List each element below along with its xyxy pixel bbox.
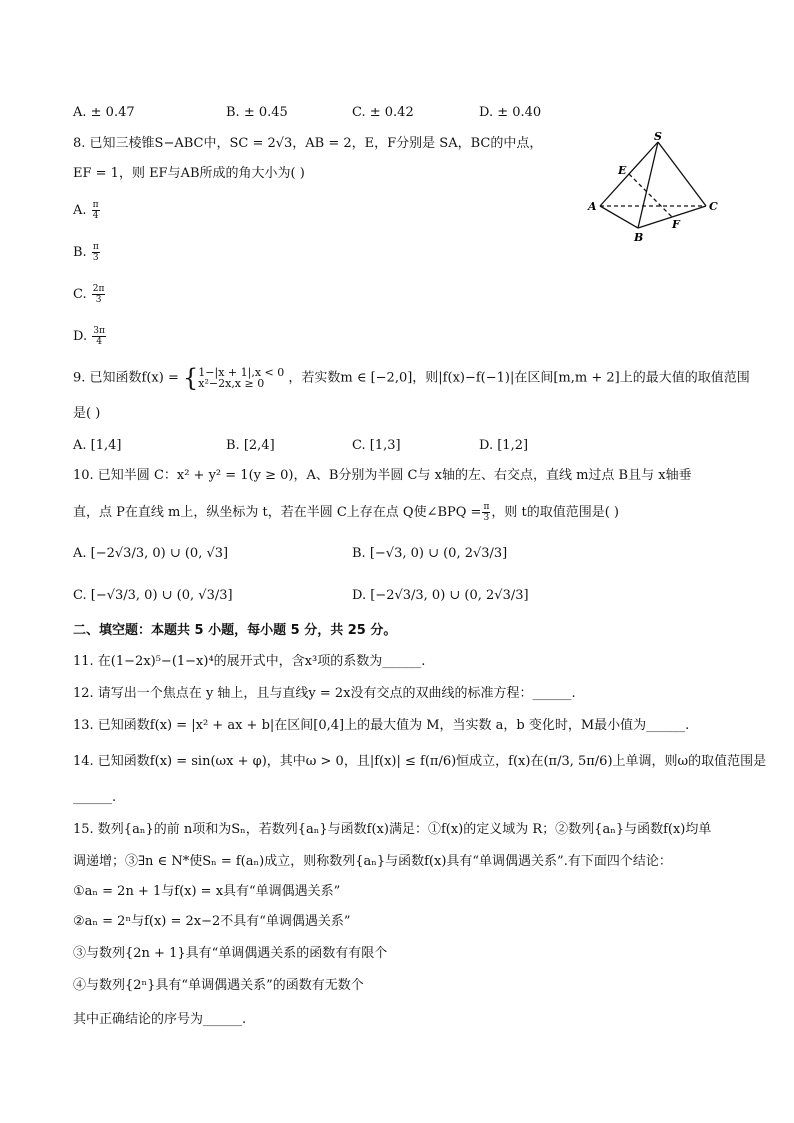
q10-angle-den: 3	[483, 513, 490, 523]
q8-option-a-fraction	[92, 200, 100, 221]
q14-stem-line1: 14. 已知函数f(x) = sin(ωx + φ)，其中ω > 0，且|f(x)| ≤ f(π/6)恒成立，f(x)在(π/3, 5π/6)上单调，则ω的取值范围是	[73, 754, 767, 769]
q9-option-a: A. [1,4]	[73, 438, 122, 453]
pyramid-figure	[580, 128, 730, 248]
q9-option-c: C. [1,3]	[352, 438, 401, 453]
q15-conclusion: 其中正确结论的序号为______.	[73, 1012, 247, 1027]
segment-ef-hidden	[629, 174, 672, 217]
q9-stem-line1	[73, 366, 750, 391]
q10-option-a: A. [−2√3/3, 0) ∪ (0, √3]	[73, 546, 229, 561]
q10-angle-num: π	[483, 502, 490, 512]
q8-option-c-prefix: C.	[73, 287, 87, 302]
q7-option-b: B. ± 0.45	[226, 105, 288, 120]
q8-option-d-num: 3π	[93, 326, 105, 336]
piecewise-cases	[198, 367, 284, 389]
q10-angle-fraction	[482, 502, 490, 523]
vertex-label-s: S	[654, 130, 662, 143]
q7-option-c: C. ± 0.42	[352, 105, 414, 120]
q10-option-b: B. [−√3, 0) ∪ (0, 2√3/3]	[352, 546, 508, 561]
q10-stem-post: ，则 t的取值范围是( )	[491, 505, 620, 520]
q15-statement-4: ④与数列{2ⁿ}具有“单调偶遇关系”的函数有无数个	[73, 978, 364, 993]
q10-option-c: C. [−√3/3, 0) ∪ (0, √3/3]	[73, 588, 233, 603]
q15-statement-1: ①aₙ = 2n + 1与f(x) = x具有“单调偶遇关系”	[73, 884, 341, 899]
q8-option-d-den: 4	[96, 337, 102, 347]
vertex-label-a: A	[588, 200, 597, 213]
q13-stem: 13. 已知函数f(x) = |x² + ax + b|在区间[0,4]上的最大值为 M，当实数 a，b 变化时，M最小值为______.	[73, 718, 690, 733]
q15-statement-3: ③与数列{2n + 1}具有“单调偶遇关系的函数有有限个	[73, 946, 388, 961]
q10-option-d: D. [−2√3/3, 0) ∪ (0, 2√3/3]	[352, 588, 529, 603]
edge-ab	[600, 206, 638, 228]
edge-sc	[658, 142, 706, 206]
point-label-e: E	[618, 164, 627, 177]
q8-option-a-den: 4	[92, 211, 99, 221]
q9-case1: 1−|x + 1|,x < 0	[198, 366, 285, 379]
q8-option-d-fraction	[92, 326, 106, 347]
q9-option-b: B. [2,4]	[226, 438, 275, 453]
q8-stem-line1: 8. 已知三棱锥S−ABC中，SC = 2√3，AB = 2，E，F分别是 SA，BC的中点，	[73, 136, 543, 151]
q8-option-b-fraction	[92, 242, 100, 263]
q8-option-a	[73, 200, 101, 221]
q9-case2: x²−2x,x ≥ 0	[198, 377, 265, 390]
piecewise-brace: {	[183, 364, 199, 392]
q8-option-b-den: 3	[92, 253, 99, 263]
q15-stem-line1: 15. 数列{aₙ}的前 n项和为Sₙ，若数列{aₙ}与函数f(x)满足：①f(x)的定义域为 R；②数列{aₙ}与函数f(x)均单	[73, 822, 712, 837]
q8-option-b-num: π	[92, 242, 99, 252]
q9-prefix: 9. 已知函数f(x) =	[73, 370, 179, 386]
q12-stem: 12. 请写出一个焦点在 y 轴上，且与直线y = 2x没有交点的双曲线的标准方程：______.	[73, 686, 576, 701]
q8-option-b-prefix: B.	[73, 245, 87, 260]
vertex-label-c: C	[709, 200, 718, 213]
q14-stem-line2: ______.	[73, 790, 117, 805]
edge-sb	[638, 142, 658, 228]
q8-option-a-prefix: A.	[73, 203, 87, 218]
q15-stem-line2: 调递增；③∃n ∈ N*使Sₙ = f(aₙ)成立，则称数列{aₙ}与函数f(x)具有“单调偶遇关系”.有下面四个结论：	[73, 854, 672, 869]
q8-option-b	[73, 242, 101, 263]
q10-stem-line2	[73, 502, 619, 523]
section-heading-fill-in: 二、填空题：本题共 5 小题，每小题 5 分，共 25 分。	[73, 623, 397, 638]
q8-stem-line2: EF = 1，则 EF与AB所成的角大小为( )	[73, 166, 305, 181]
q8-option-c-num: 2π	[92, 284, 105, 294]
q7-option-a: A. ± 0.47	[73, 105, 135, 120]
q8-option-d-prefix: D.	[73, 329, 88, 344]
vertex-label-b: B	[634, 231, 644, 244]
q9-stem-line2: 是( )	[73, 406, 101, 421]
q9-suffix: ，若实数m ∈ [−2,0]，则|f(x)−f(−1)|在区间[m,m + 2]上的最大值的取值范围	[288, 370, 750, 386]
q10-stem-line1: 10. 已知半圆 C：x² + y² = 1(y ≥ 0)，A、B分别为半圆 C与 x轴的左、右交点，直线 m过点 B且与 x轴垂	[73, 468, 692, 483]
q9-option-d: D. [1,2]	[479, 438, 529, 453]
q8-option-c-den: 3	[95, 295, 102, 305]
q10-stem-pre: 直，点 P在直线 m上，纵坐标为 t，若在半圆 C上存在点 Q使∠BPQ =	[73, 505, 482, 520]
q7-option-d: D. ± 0.40	[479, 105, 542, 120]
q8-option-a-num: π	[92, 200, 99, 210]
point-label-f: F	[672, 218, 680, 231]
q8-option-d	[73, 326, 107, 347]
q8-option-c	[73, 284, 106, 305]
q8-option-c-fraction	[92, 284, 106, 305]
q11-stem: 11. 在(1−2x)⁵−(1−x)⁴的展开式中，含x³项的系数为______.	[73, 654, 426, 669]
q15-statement-2: ②aₙ = 2ⁿ与f(x) = 2x−2不具有“单调偶遇关系”	[73, 914, 351, 929]
